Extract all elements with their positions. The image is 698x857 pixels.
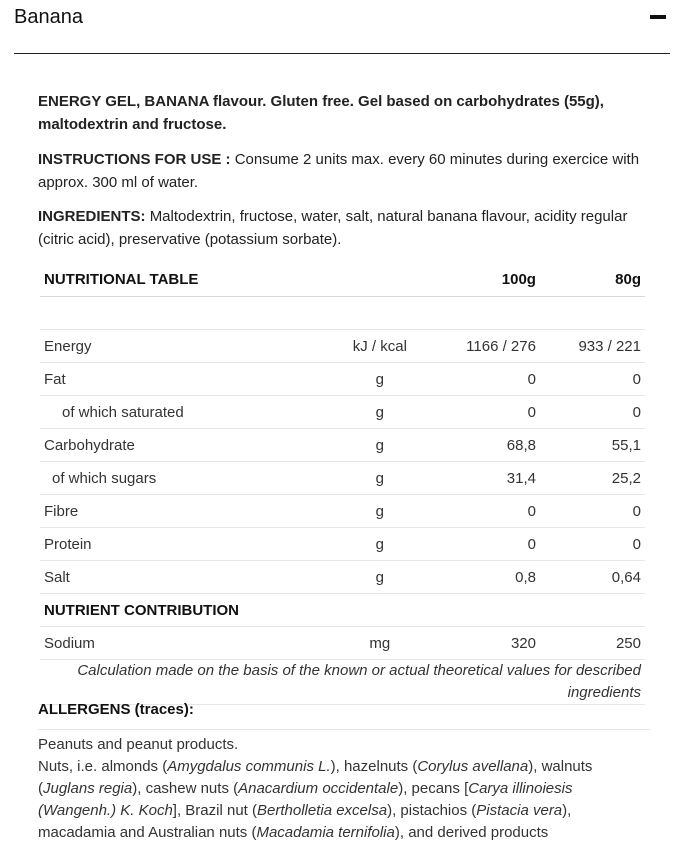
product-description [38,90,648,136]
nuts-text: ], Brazil nut ( [172,802,257,819]
latin-name: Carya illinoiesis (Wangenh.) K. Koch [38,780,573,819]
row-unit: g [334,495,425,528]
row-80g: 0 [540,396,645,429]
header-unit [334,262,425,297]
row-80g: 250 [540,627,645,660]
note-row [40,660,645,705]
accordion-header[interactable] [14,0,670,54]
nutrition-table [40,262,645,705]
minus-bar [650,15,666,19]
row-100g: 0 [426,363,540,396]
row-100g: 320 [426,627,540,660]
nuts-text: ), pecans [ [398,780,469,797]
table-gap [40,297,645,330]
ingredients-text: Maltodextrin, fructose, water, salt, natural banana flavour, acidity regular (citric acid), preservative (potassium sorbate). [38,208,628,248]
header-80g: 80g [540,262,645,297]
nuts-text: ), and derived products [394,824,549,841]
table-row [40,396,645,429]
row-100g: 31,4 [426,462,540,495]
allergens-title: ALLERGENS (traces): [38,701,194,718]
calculation-note: Calculation made on the basis of the known or actual theoretical values for described ingredients [40,660,645,705]
row-80g: 0 [540,528,645,561]
table-row [40,429,645,462]
row-100g: 0 [426,396,540,429]
row-name: of which sugars [40,462,334,495]
table-row [40,528,645,561]
row-100g: 68,8 [426,429,540,462]
allergen-nuts [38,756,648,844]
nuts-text: ), pistachios ( [387,802,477,819]
instructions-paragraph [38,148,648,194]
row-name: Energy [40,330,334,363]
table-row [40,462,645,495]
nuts-text: ), macadamia and Australian nuts ( [38,802,572,841]
ingredients-paragraph [38,205,648,251]
row-80g: 0 [540,495,645,528]
row-100g: 0 [426,495,540,528]
allergens-body [38,734,648,844]
row-80g: 0 [540,363,645,396]
row-name: Salt [40,561,334,594]
table-row [40,627,645,660]
description-text: ENERGY GEL, BANANA flavour. Gluten free. Gel based on carbohydrates (55g), maltodextrin and fructose. [38,93,604,133]
allergens-divider [38,729,650,730]
contribution-header-row [40,594,645,627]
row-80g: 25,2 [540,462,645,495]
collapse-minus-icon[interactable] [640,0,670,36]
contribution-header: NUTRIENT CONTRIBUTION [40,594,645,627]
row-100g: 0,8 [426,561,540,594]
nuts-text: ), cashew nuts ( [132,780,239,797]
nuts-text: Nuts, i.e. almonds ( [38,758,168,775]
row-name: Fibre [40,495,334,528]
row-unit: kJ / kcal [334,330,425,363]
latin-name: Corylus avellana [417,758,529,775]
row-100g: 0 [426,528,540,561]
row-unit: g [334,528,425,561]
row-100g: 1166 / 276 [426,330,540,363]
row-name: Fat [40,363,334,396]
latin-name: Juglans regia [43,780,133,797]
allergen-peanuts: Peanuts and peanut products. [38,736,239,753]
latin-name: Bertholletia excelsa [257,802,388,819]
table-row [40,363,645,396]
header-name: NUTRITIONAL TABLE [40,262,334,297]
row-unit: g [334,396,425,429]
row-unit: g [334,462,425,495]
row-80g: 933 / 221 [540,330,645,363]
row-80g: 55,1 [540,429,645,462]
latin-name: Macadamia ternifolia [256,824,395,841]
nuts-text: ), hazelnuts ( [330,758,418,775]
instructions-text: Consume 2 units max. every 60 minutes during exercice with approx. 300 ml of water. [38,151,640,191]
table-row [40,495,645,528]
row-unit: g [334,363,425,396]
nuts-text: ), walnuts ( [38,758,593,797]
latin-name: Amygdalus communis L. [167,758,331,775]
nutrition-header-row [40,262,645,297]
table-row [40,561,645,594]
row-unit: g [334,429,425,462]
row-name: of which saturated [40,396,334,429]
accordion-title: Banana [14,6,83,28]
row-name: Protein [40,528,334,561]
row-unit: mg [334,627,425,660]
row-80g: 0,64 [540,561,645,594]
header-100g: 100g [426,262,540,297]
latin-name: Anacardium occidentale [238,780,399,797]
instructions-label: INSTRUCTIONS FOR USE : [38,151,231,168]
row-name: Carbohydrate [40,429,334,462]
latin-name: Pistacia vera [476,802,563,819]
ingredients-label: INGREDIENTS: [38,208,146,225]
table-row [40,330,645,363]
row-name: Sodium [40,627,334,660]
row-unit: g [334,561,425,594]
